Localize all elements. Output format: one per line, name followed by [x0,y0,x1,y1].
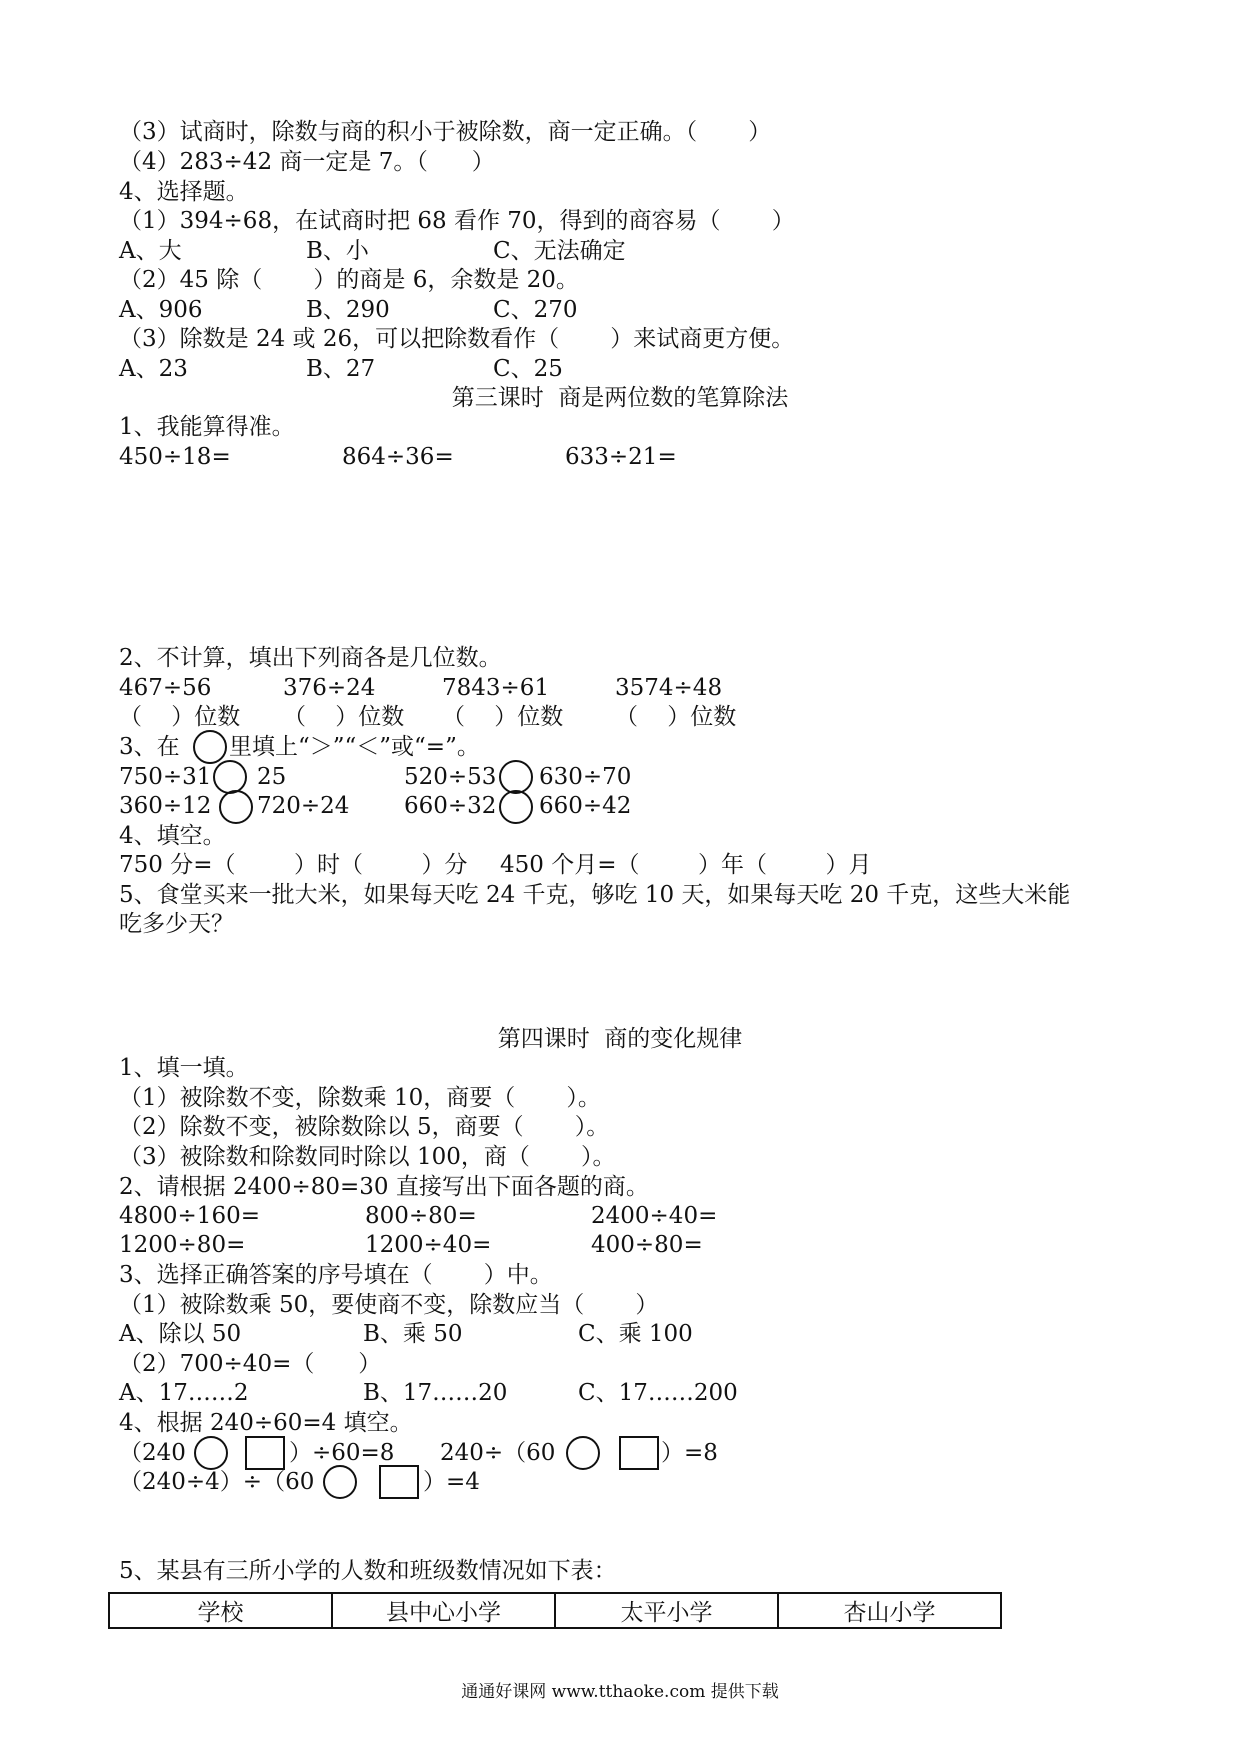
sec3-q1-item: 633÷21= [565,444,677,470]
sec4-q1-item: （2）除数不变，被除数除以 5，商要（ ）。 [119,1114,610,1140]
sec4-q2-item: 1200÷40= [365,1232,492,1258]
sec3-q4-line2: 450 个月=（ ）年（ ）月 [500,852,872,878]
sec4-q3-2-opt-b: B、17……20 [363,1380,508,1406]
sec4-q4-b-prefix: 240÷（60 [440,1440,556,1466]
compare-left: 520÷53 [404,764,497,790]
compare-left: 750÷31 [119,764,212,790]
choose-q1: （1）394÷68，在试商时把 68 看作 70，得到的商容易（ ） [119,208,795,234]
judge-q4: （4）283÷42 商一定是 7。（ ） [119,149,495,175]
sec3-q2-blank: （ ）位数 [615,704,737,730]
choose-q3-opt-a: A、23 [119,356,188,382]
sec4-q3-2-opt-c: C、17……200 [578,1380,738,1406]
sec3-q2-item: 3574÷48 [615,675,723,701]
sec4-q2-item: 400÷80= [591,1232,703,1258]
choose-q1-opt-c: C、无法确定 [493,238,626,264]
section4-title: 第四课时 商的变化规律 [497,1026,743,1052]
compare-right: 720÷24 [257,793,350,819]
operator-circle[interactable] [566,1436,600,1470]
sec4-q2-item: 800÷80= [365,1203,477,1229]
sec4-q5: 5、某县有三所小学的人数和班级数情况如下表： [119,1558,617,1584]
table-header-row [109,1593,1001,1628]
sec4-q3-2-opt-a: A、17……2 [119,1380,249,1406]
circle-blank-icon [193,730,227,764]
choose-q2-opt-b: B、290 [306,297,390,323]
operator-circle[interactable] [194,1436,228,1470]
sec3-q1-item: 864÷36= [342,444,454,470]
choose-q3: （3）除数是 24 或 26，可以把除数看作（ ）来试商更方便。 [119,326,795,352]
sec3-q2-blank: （ ）位数 [442,704,564,730]
sec3-q2-item: 376÷24 [283,675,376,701]
sec4-q4: 4、根据 240÷60=4 填空。 [119,1410,413,1436]
sec3-q4-line1: 750 分=（ ）时（ ）分 [119,852,468,878]
table-header-cell: 杏山小学 [778,1593,1001,1628]
sec4-q3: 3、选择正确答案的序号填在（ ）中。 [119,1262,553,1288]
compare-left: 660÷32 [404,793,497,819]
sec4-q4-a-prefix: （240 [119,1440,186,1466]
choose-q1-opt-a: A、大 [119,238,182,264]
choose-q2-opt-c: C、270 [493,297,578,323]
number-box[interactable] [379,1465,419,1499]
compare-left: 360÷12 [119,793,212,819]
compare-circle[interactable] [213,760,247,794]
sec4-q4-c-suffix: ）=4 [423,1469,480,1495]
page-footer: 通通好课网 www.tthaoke.com 提供下载 [461,1682,779,1702]
number-box[interactable] [619,1436,659,1470]
sec4-q1: 1、填一填。 [119,1055,249,1081]
sec3-q2: 2、不计算，填出下列商各是几位数。 [119,645,502,671]
sec3-q5-cont: 吃多少天？ [119,911,234,937]
sec3-q2-blank: （ ）位数 [283,704,405,730]
sec4-q2-item: 4800÷160= [119,1203,260,1229]
sec3-q3-prefix: 3、在 [119,734,180,760]
sec3-q1-item: 450÷18= [119,444,231,470]
sec4-q4-b-suffix: ）=8 [661,1440,718,1466]
operator-circle[interactable] [323,1465,357,1499]
sec3-q3-suffix: 里填上“＞”“＜”或“=”。 [229,734,480,760]
sec4-q2-item: 1200÷80= [119,1232,246,1258]
sec4-q2: 2、请根据 2400÷80=30 直接写出下面各题的商。 [119,1174,649,1200]
choose-q2: （2）45 除（ ）的商是 6，余数是 20。 [119,267,579,293]
number-box[interactable] [245,1436,285,1470]
compare-right: 630÷70 [539,764,632,790]
judge-q3: （3）试商时，除数与商的积小于被除数，商一定正确。（ ） [119,119,772,145]
sec4-q4-a-suffix: ）÷60=8 [289,1440,395,1466]
sec3-q5: 5、食堂买来一批大米，如果每天吃 24 千克，够吃 10 天，如果每天吃 20 千克，这些大米能 [119,882,1071,908]
sec4-q3-1-opt-b: B、乘 50 [363,1321,463,1347]
sec3-q1: 1、我能算得准。 [119,414,295,440]
sec3-q2-blank: （ ）位数 [119,704,241,730]
compare-circle[interactable] [499,760,533,794]
choose-q1-opt-b: B、小 [306,238,369,264]
compare-circle[interactable] [219,790,253,824]
table-header-cell: 学校 [109,1593,332,1628]
sec4-q1-item: （1）被除数不变，除数乘 10，商要（ ）。 [119,1085,601,1111]
sec4-q3-1-opt-c: C、乘 100 [578,1321,693,1347]
sec4-q1-item: （3）被除数和除数同时除以 100，商（ ）。 [119,1144,616,1170]
table-header-cell: 太平小学 [555,1593,778,1628]
section3-title: 第三课时 商是两位数的笔算除法 [451,385,789,411]
sec4-q4-c-prefix: （240÷4）÷（60 [119,1469,315,1495]
choose-q3-opt-b: B、27 [306,356,376,382]
choose-title: 4、选择题。 [119,179,249,205]
choose-q3-opt-c: C、25 [493,356,563,382]
compare-right: 25 [257,764,287,790]
sec4-q3-1: （1）被除数乘 50，要使商不变，除数应当（ ） [119,1292,659,1318]
compare-right: 660÷42 [539,793,632,819]
sec3-q2-item: 467÷56 [119,675,212,701]
school-table [108,1592,1002,1629]
table-header-cell: 县中心小学 [332,1593,555,1628]
sec3-q2-item: 7843÷61 [442,675,550,701]
choose-q2-opt-a: A、906 [119,297,203,323]
sec4-q3-1-opt-a: A、除以 50 [119,1321,242,1347]
sec4-q2-item: 2400÷40= [591,1203,718,1229]
sec4-q3-2: （2）700÷40=（ ） [119,1351,382,1377]
compare-circle[interactable] [499,790,533,824]
sec3-q4: 4、填空。 [119,823,226,849]
